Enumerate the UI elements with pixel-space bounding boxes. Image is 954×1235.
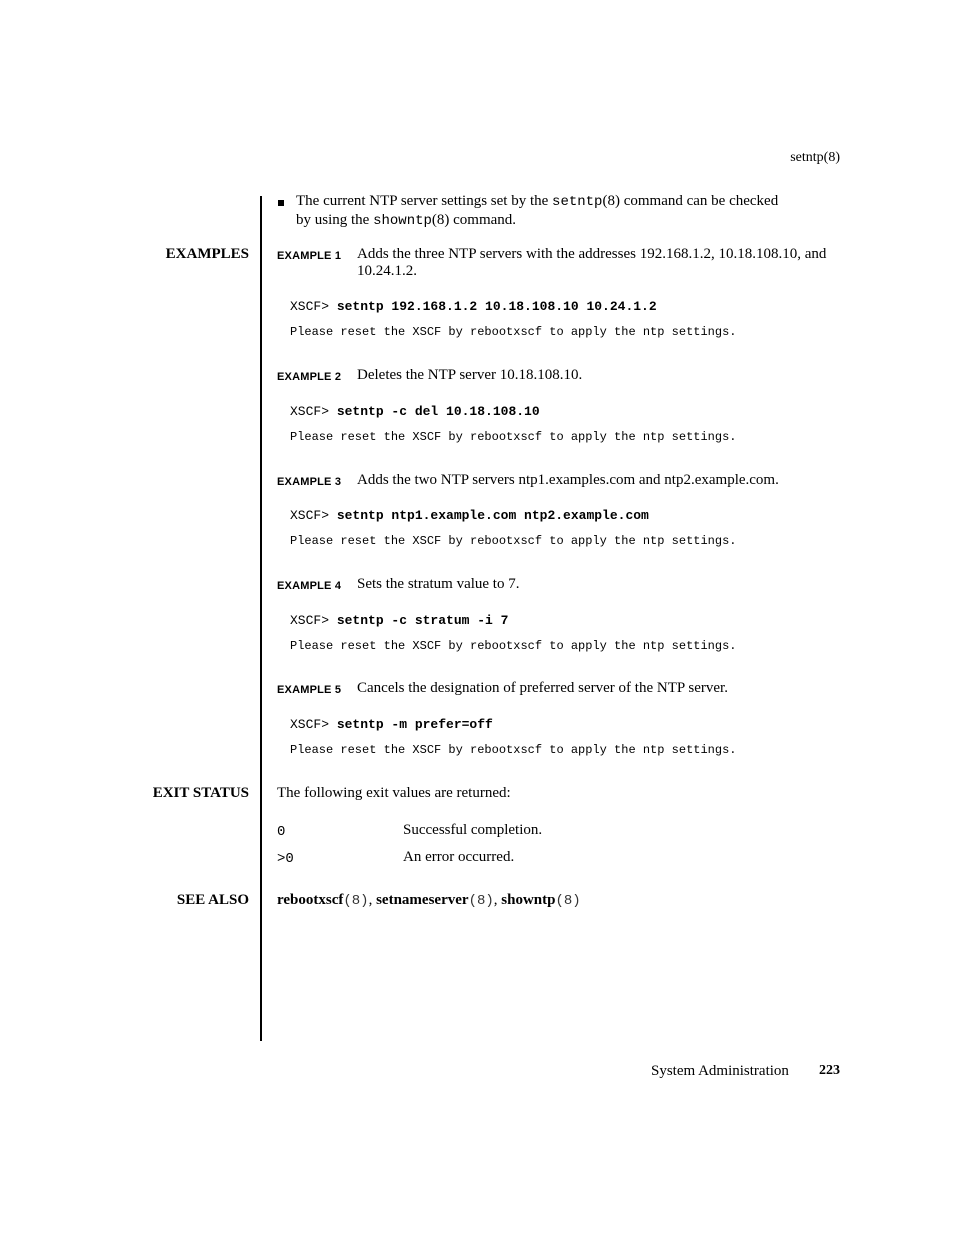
section-heading-exit-status: EXIT STATUS [152, 785, 249, 801]
example-5-label: EXAMPLE 5 [277, 684, 342, 696]
see-also-list: rebootxscf(8), setnameserver(8), showntp(8) [277, 892, 581, 909]
example-4-command: XSCF> setntp -c stratum -i 7 [290, 613, 509, 628]
section-heading-examples: EXAMPLES [165, 246, 249, 262]
example-5-output: Please reset the XSCF by rebootxscf to apply the ntp settings. [290, 743, 737, 757]
example-3-command: XSCF> setntp ntp1.example.com ntp2.example.com [290, 508, 649, 523]
exit-code-nonzero: >0 [277, 851, 294, 867]
example-4-label: EXAMPLE 4 [277, 580, 342, 592]
exit-code-0: 0 [277, 824, 286, 840]
example-2-output: Please reset the XSCF by rebootxscf to apply the ntp settings. [290, 430, 737, 444]
note-command-showntp: showntp [373, 213, 432, 229]
exit-status-intro: The following exit values are returned: [277, 785, 511, 801]
example-2-command: XSCF> setntp -c del 10.18.108.10 [290, 404, 540, 419]
see-also-link-rebootxscf[interactable]: rebootxscf(8) [277, 892, 369, 909]
example-1-label: EXAMPLE 1 [277, 250, 342, 262]
example-1-description: Adds the three NTP servers with the addresses 192.168.1.2, 10.18.108.10, and 10.24.1.2. [357, 246, 827, 279]
footer-page-number: 223 [819, 1063, 840, 1078]
note-command-setntp: setntp [552, 194, 603, 210]
section-heading-see-also: SEE ALSO [176, 892, 249, 908]
exit-meaning-0: Successful completion. [403, 822, 543, 838]
note-paragraph: The current NTP server settings set by the setntp(8) command can be checked by using the showntp(8) command. [296, 193, 779, 229]
example-2-description: Deletes the NTP server 10.18.108.10. [357, 367, 583, 383]
example-2-label: EXAMPLE 2 [277, 371, 342, 383]
example-4-description: Sets the stratum value to 7. [357, 576, 520, 592]
example-1-command: XSCF> setntp 192.168.1.2 10.18.108.10 10.24.1.2 [290, 299, 657, 314]
example-3-description: Adds the two NTP servers ntp1.examples.com and ntp2.example.com. [357, 472, 779, 488]
example-3-label: EXAMPLE 3 [277, 476, 342, 488]
footer-book-title: System Administration [651, 1063, 789, 1079]
example-1-output: Please reset the XSCF by rebootxscf to apply the ntp settings. [290, 325, 737, 339]
margin-rule [260, 196, 262, 1041]
example-5-description: Cancels the designation of preferred server of the NTP server. [357, 680, 728, 696]
running-header: setntp(8) [790, 150, 840, 165]
see-also-link-showntp[interactable]: showntp(8) [501, 892, 581, 909]
example-5-command: XSCF> setntp -m prefer=off [290, 717, 493, 732]
see-also-link-setnameserver[interactable]: setnameserver(8) [376, 892, 494, 909]
example-4-output: Please reset the XSCF by rebootxscf to apply the ntp settings. [290, 639, 737, 653]
bullet-icon [278, 200, 284, 206]
exit-meaning-nonzero: An error occurred. [403, 849, 515, 865]
example-3-output: Please reset the XSCF by rebootxscf to apply the ntp settings. [290, 534, 737, 548]
